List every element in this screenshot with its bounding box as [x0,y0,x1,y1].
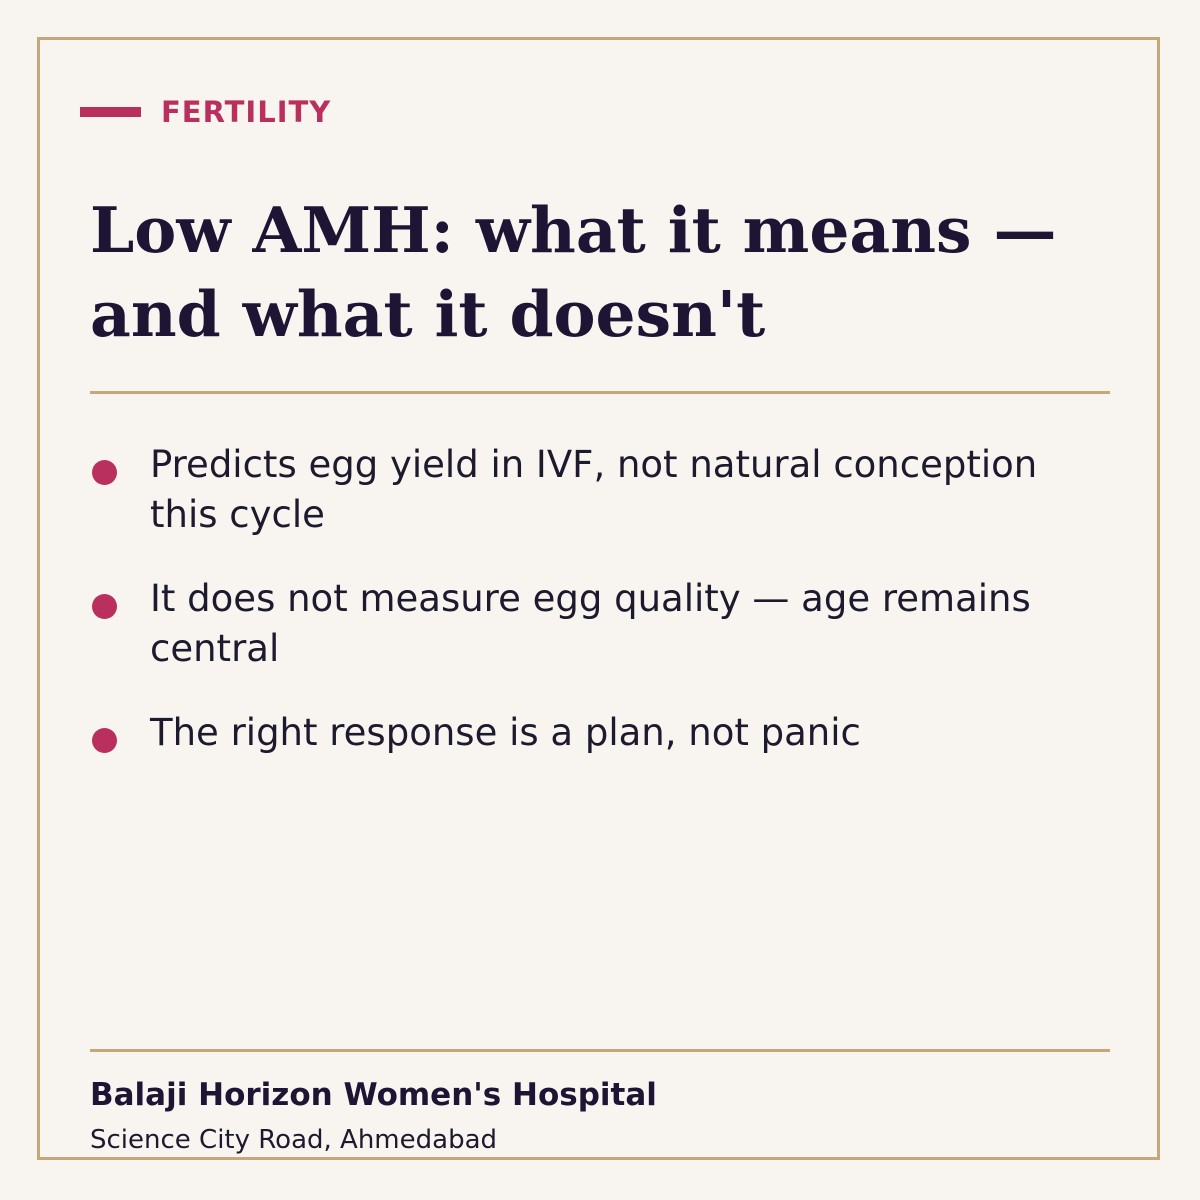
bullet-dot-icon [92,594,117,619]
page-title: Low AMH: what it means — and what it doesn't [90,193,1057,351]
top-divider [90,391,1110,394]
list-item-text: Predicts egg yield in IVF, not natural conception this cycle [150,443,1038,536]
hospital-name: Balaji Horizon Women's Hospital [90,1077,657,1113]
list-item [90,708,1090,758]
category-tag [80,90,331,134]
bullet-dot-icon [92,460,117,485]
list-item [90,574,1090,674]
list-item [90,440,1090,540]
key-points-list [90,440,1090,792]
hospital-address: Science City Road, Ahmedabad [90,1125,498,1155]
list-item-text: It does not measure egg quality — age remains central [150,577,1031,670]
bullet-dot-icon [92,728,117,753]
list-item-text: The right response is a plan, not panic [150,711,861,754]
bottom-divider [90,1049,1110,1052]
category-label: FERTILITY [161,95,332,129]
category-accent-bar [80,107,141,117]
